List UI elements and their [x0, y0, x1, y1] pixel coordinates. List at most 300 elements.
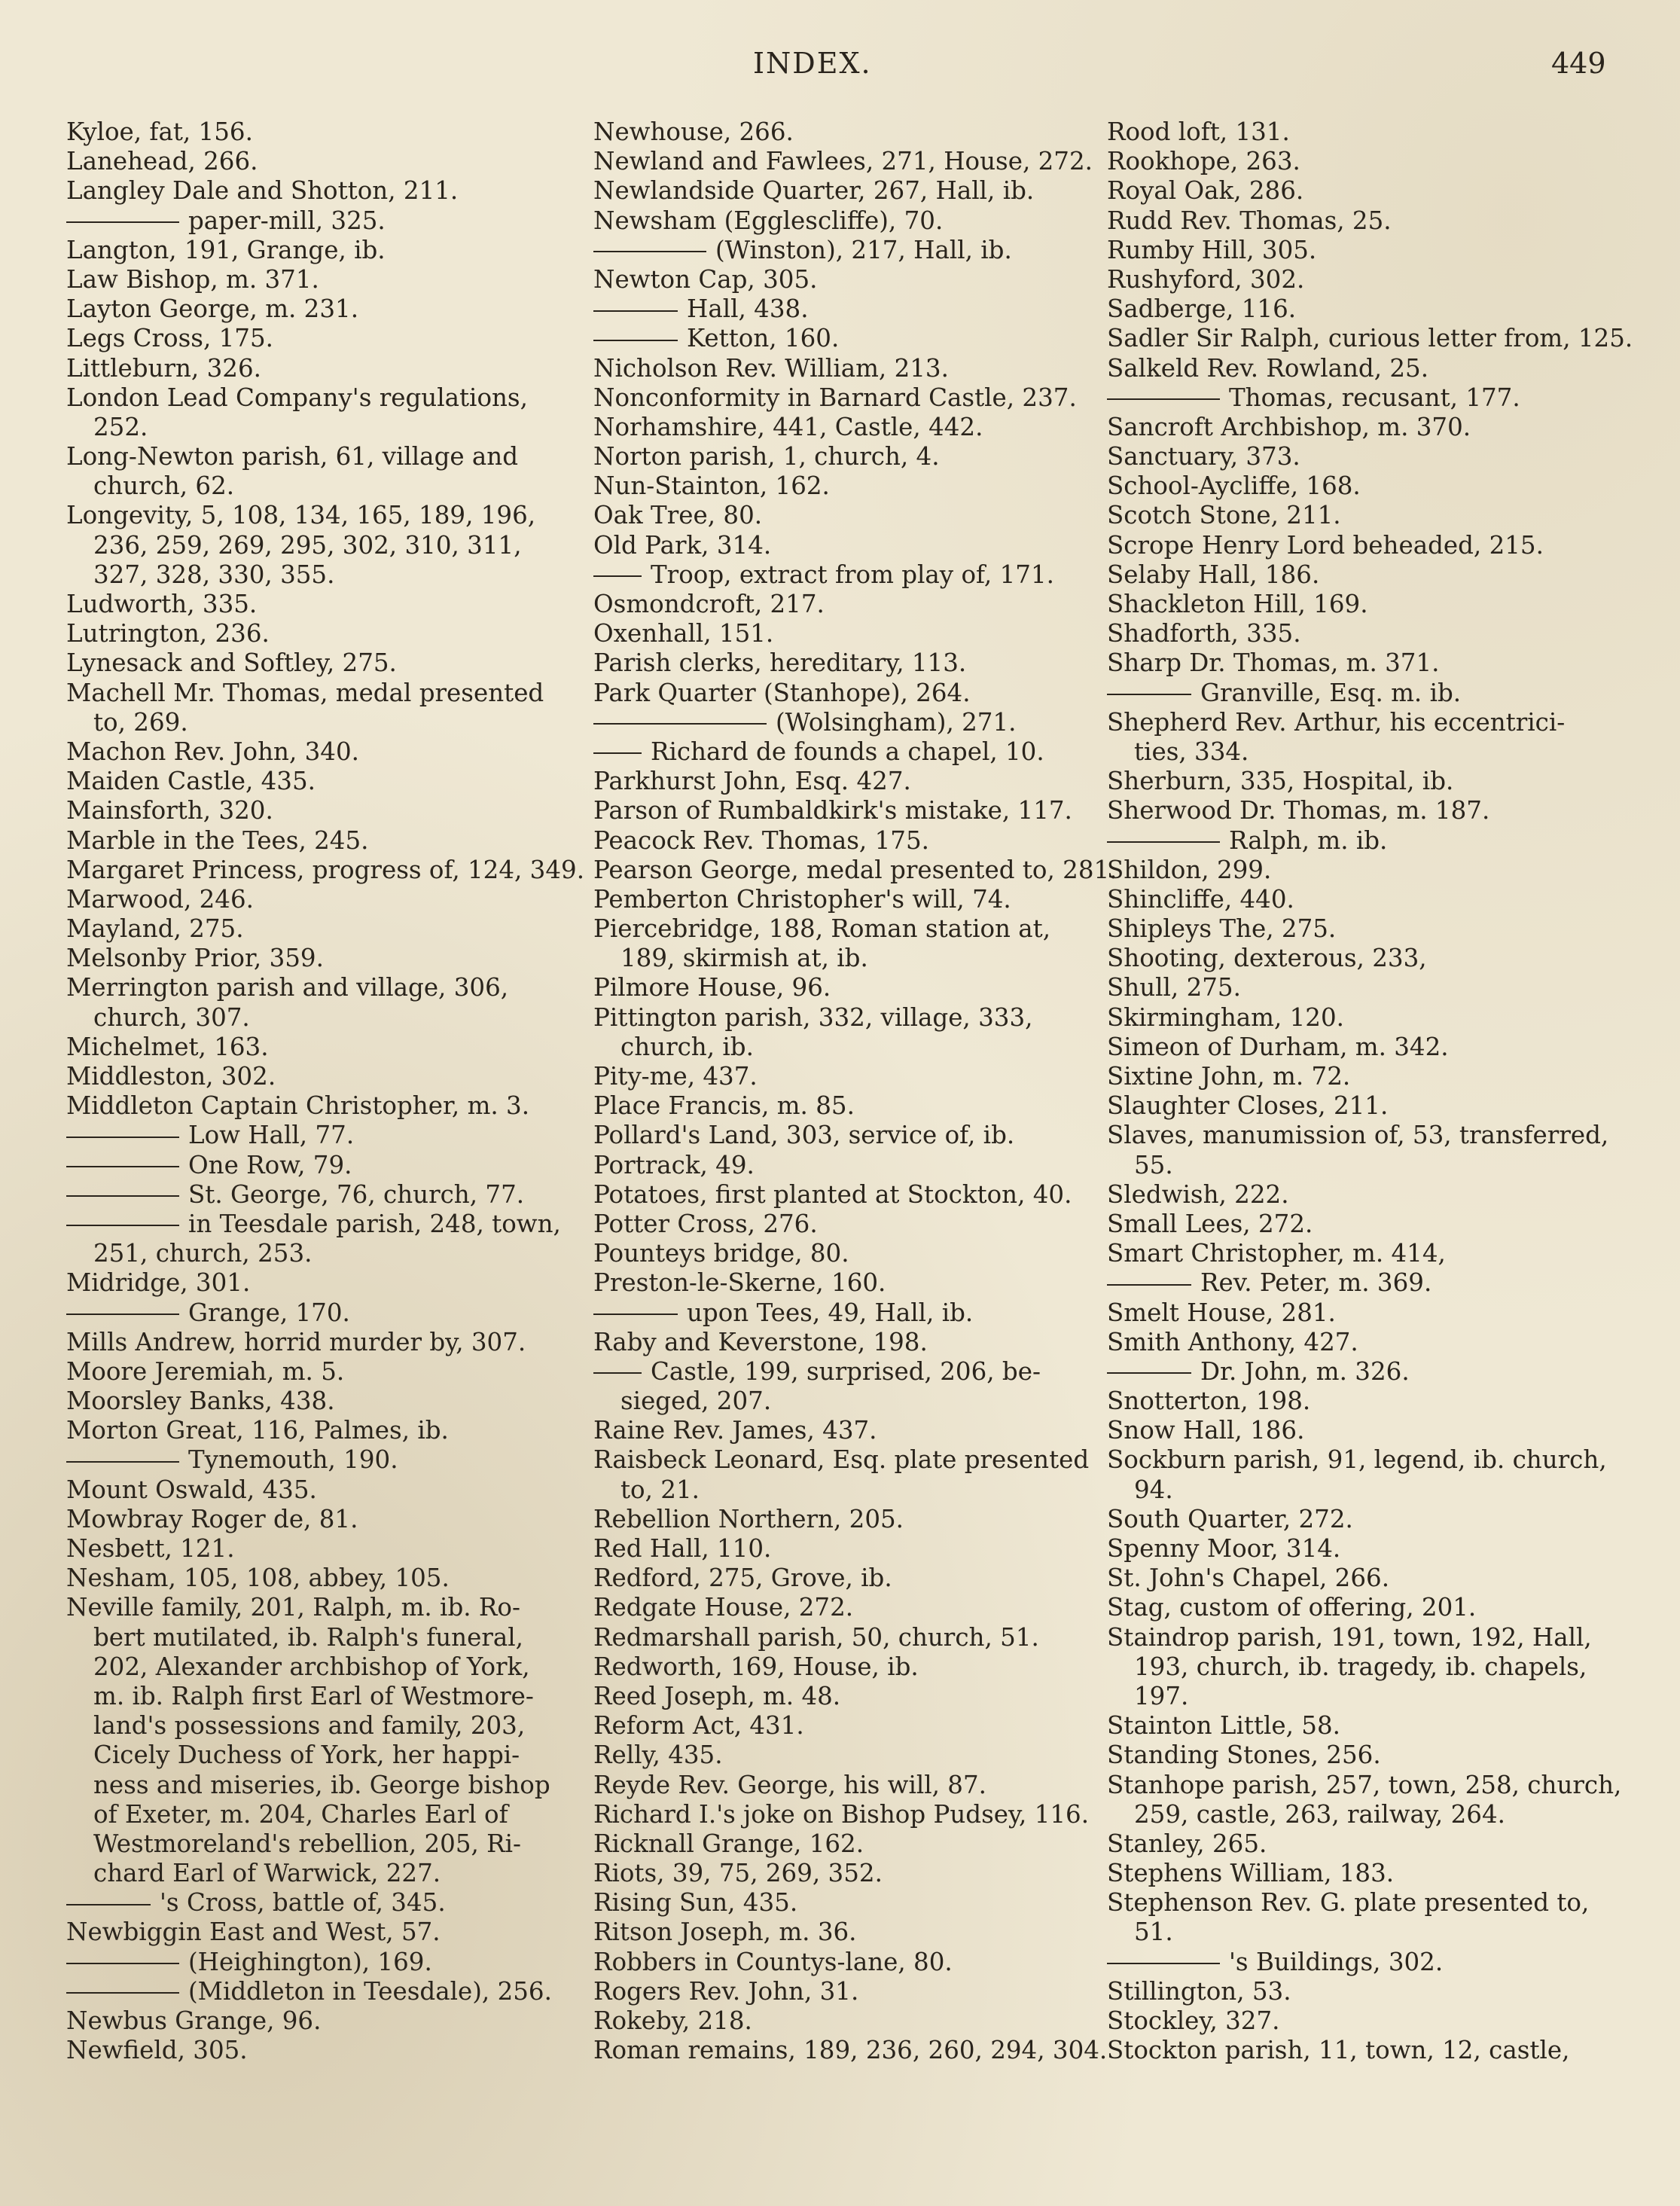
- index-entry-text: Stephens William, 183.: [1107, 1859, 1395, 1888]
- index-entry: [593, 1888, 1090, 1918]
- index-subentry: [593, 1357, 1090, 1387]
- index-entry-continuation: [66, 1859, 578, 1888]
- ditto-rule: [593, 251, 706, 252]
- index-entry-text: Newton Cap, 305.: [593, 264, 818, 294]
- index-entry: [593, 1505, 1090, 1534]
- index-entry-text: Parkhurst John, Esq. 427.: [593, 767, 911, 796]
- index-entry-text: Redgate House, 272.: [593, 1593, 854, 1622]
- index-entry-continuation: [1107, 1652, 1649, 1682]
- index-entry-text: 251, church, 253.: [93, 1239, 313, 1268]
- index-entry-text: 327, 328, 330, 355.: [93, 560, 335, 589]
- index-entry: [66, 885, 578, 914]
- index-entry: [66, 1505, 578, 1534]
- ditto-rule: [593, 310, 678, 312]
- index-entry-text: Rudd Rev. Thomas, 25.: [1107, 206, 1392, 235]
- index-subentry: [66, 1210, 578, 1239]
- index-subentry: [1107, 826, 1649, 856]
- index-entry: [593, 1121, 1090, 1150]
- index-entry-text: Morton Great, 116, Palmes, ib.: [66, 1416, 449, 1445]
- index-entry-text: Pemberton Christopher's will, 74.: [593, 884, 1011, 914]
- index-entry-text: Mainsforth, 320.: [66, 796, 273, 825]
- index-entry-text: Potter Cross, 276.: [593, 1209, 818, 1238]
- ditto-rule: [66, 1963, 179, 1964]
- index-entry: [593, 1003, 1090, 1033]
- index-subentry: [1107, 679, 1649, 708]
- index-entry: [593, 354, 1090, 383]
- ditto-rule: [66, 1314, 179, 1315]
- index-entry: [1107, 501, 1649, 530]
- index-entry-text: One Row, 79.: [188, 1150, 352, 1179]
- index-entry-text: Salkeld Rev. Rowland, 25.: [1107, 353, 1429, 383]
- index-entry-text: Machell Mr. Thomas, medal presented: [66, 678, 544, 707]
- index-entry-text: Newland and Fawlees, 271, House, 272.: [593, 147, 1093, 176]
- index-entry-text: Raine Rev. James, 437.: [593, 1416, 877, 1445]
- index-entry: [593, 796, 1090, 825]
- index-entry-text: 252.: [93, 412, 148, 441]
- index-entry-continuation: [66, 471, 578, 501]
- index-column-left: [66, 117, 585, 2065]
- index-entry-text: Rushyford, 302.: [1107, 264, 1305, 294]
- index-subentry: [1107, 1357, 1649, 1387]
- index-entry: [66, 1387, 578, 1416]
- index-entry-text: Redworth, 169, House, ib.: [593, 1652, 919, 1681]
- index-subentry: [593, 708, 1090, 737]
- index-entry-text: Littleburn, 326.: [66, 353, 261, 383]
- index-entry: [1107, 176, 1649, 206]
- index-subentry: [66, 1948, 578, 1977]
- index-entry-continuation: [66, 531, 578, 560]
- index-entry-text: Middleston, 302.: [66, 1062, 276, 1091]
- index-entry-text: Selaby Hall, 186.: [1107, 560, 1320, 589]
- index-entry: [593, 1534, 1090, 1564]
- index-entry: [66, 1475, 578, 1505]
- index-entry-text: Castle, 199, surprised, 206, be-: [651, 1356, 1041, 1386]
- index-entry-text: Scrope Henry Lord beheaded, 215.: [1107, 530, 1544, 560]
- index-entry-text: Stockley, 327.: [1107, 2006, 1280, 2035]
- index-entry: [1107, 1829, 1649, 1859]
- index-entry-text: Raisbeck Leonard, Esq. plate presented: [593, 1445, 1090, 1475]
- index-entry-text: Sadler Sir Ralph, curious letter from, 125.: [1107, 324, 1633, 353]
- index-entry: [66, 648, 578, 678]
- index-entry: [1107, 1593, 1649, 1622]
- index-entry-text: church, ib.: [620, 1032, 754, 1061]
- index-entry-continuation: [593, 944, 1090, 973]
- index-entry: [593, 265, 1090, 294]
- index-entry: [1107, 1534, 1649, 1564]
- index-entry-text: paper-mill, 325.: [188, 206, 386, 235]
- index-entry: [1107, 1003, 1649, 1033]
- index-entry-text: Merrington parish and village, 306,: [66, 973, 509, 1002]
- index-entry: [1107, 560, 1649, 590]
- index-entry-continuation: [66, 1741, 578, 1770]
- index-entry-text: Newsham (Egglescliffe), 70.: [593, 206, 944, 235]
- index-entry-text: Sanctuary, 373.: [1107, 442, 1300, 471]
- index-entry-text: Scotch Stone, 211.: [1107, 501, 1341, 530]
- index-entry-text: Pollard's Land, 303, service of, ib.: [593, 1121, 1015, 1150]
- index-entry: [593, 914, 1090, 944]
- index-entry: [66, 973, 578, 1002]
- index-entry: [593, 501, 1090, 530]
- index-entry-text: Margaret Princess, progress of, 124, 349.: [66, 855, 585, 884]
- ditto-rule: [1107, 1372, 1191, 1374]
- ditto-rule: [66, 1195, 179, 1197]
- index-entry-text: Simeon of Durham, m. 342.: [1107, 1032, 1449, 1061]
- index-entry-text: Shildon, 299.: [1107, 855, 1272, 884]
- index-entry-text: Raby and Keverstone, 198.: [593, 1327, 928, 1356]
- index-entry-text: Marble in the Tees, 245.: [66, 825, 369, 855]
- index-entry-text: Osmondcroft, 217.: [593, 590, 825, 618]
- index-entry: [66, 442, 578, 471]
- index-entry-text: Richard I.'s joke on Bishop Pudsey, 116.: [593, 1799, 1090, 1829]
- index-entry-text: Park Quarter (Stanhope), 264.: [593, 678, 971, 707]
- index-entry: [593, 1151, 1090, 1180]
- index-entry: [1107, 944, 1649, 973]
- index-subentry: [66, 1298, 578, 1328]
- index-entry: [1107, 973, 1649, 1002]
- index-entry-text: Grange, 170.: [188, 1298, 350, 1327]
- ditto-rule: [1107, 1284, 1191, 1286]
- index-entry-text: Norton parish, 1, church, 4.: [593, 442, 940, 471]
- index-entry: [66, 117, 578, 147]
- index-entry-continuation: [593, 1475, 1090, 1505]
- ditto-rule: [66, 221, 179, 223]
- index-entry-text: School-Aycliffe, 168.: [1107, 471, 1361, 501]
- index-entry-text: 's Cross, battle of, 345.: [160, 1888, 446, 1918]
- index-entry-continuation: [1107, 1151, 1649, 1180]
- index-entry-text: Long-Newton parish, 61, village and: [66, 442, 519, 471]
- index-entry-text: Nonconformity in Barnard Castle, 237.: [593, 383, 1077, 412]
- index-subentry: [593, 1298, 1090, 1328]
- ditto-rule: [66, 1461, 179, 1463]
- index-entry-text: Longevity, 5, 108, 134, 165, 189, 196,: [66, 501, 536, 530]
- index-entry: [593, 1210, 1090, 1239]
- index-entry-text: Pity-me, 437.: [593, 1062, 758, 1091]
- ditto-rule: [66, 1225, 179, 1226]
- index-entry-text: ties, 334.: [1134, 737, 1249, 766]
- index-entry-text: St. John's Chapel, 266.: [1107, 1564, 1390, 1593]
- index-entry-text: Old Park, 314.: [593, 530, 772, 560]
- index-entry-text: Mount Oswald, 435.: [66, 1475, 317, 1504]
- index-entry: [66, 2036, 578, 2065]
- index-entry-text: Robbers in Countys-lane, 80.: [593, 1947, 953, 1976]
- index-entry: [593, 767, 1090, 796]
- index-entry: [66, 236, 578, 265]
- index-entry: [593, 855, 1117, 885]
- index-entry: [593, 1948, 1090, 1977]
- index-entry-continuation: [1107, 1800, 1649, 1829]
- index-entry-text: Ketton, 160.: [687, 324, 840, 353]
- index-entry: [66, 1062, 578, 1091]
- page-title: INDEX.: [753, 47, 872, 80]
- index-entry: [593, 973, 1090, 1002]
- index-entry-text: Cicely Duchess of York, her happi-: [93, 1741, 520, 1770]
- index-entry-text: Rookhope, 263.: [1107, 147, 1300, 176]
- index-entry-text: Langton, 191, Grange, ib.: [66, 235, 386, 264]
- index-entry-text: Spenny Moor, 314.: [1107, 1534, 1341, 1563]
- index-entry: [1107, 1711, 1649, 1741]
- index-entry-text: Ralph, m. ib.: [1229, 825, 1388, 855]
- index-entry-text: Oak Tree, 80.: [593, 501, 763, 530]
- index-subentry: [66, 206, 578, 236]
- index-entry: [66, 354, 578, 383]
- index-entry-continuation: [593, 1387, 1090, 1416]
- index-entry: [66, 1918, 578, 1947]
- index-entry: [1107, 1564, 1649, 1593]
- index-entry: [593, 1829, 1090, 1859]
- index-entry: [593, 619, 1090, 648]
- index-entry: [1107, 708, 1649, 737]
- index-entry-text: Sherburn, 335, Hospital, ib.: [1107, 767, 1454, 796]
- index-entry-text: Troop, extract from play of, 171.: [651, 560, 1054, 589]
- index-entry-text: Neville family, 201, Ralph, m. ib. Ro-: [66, 1593, 520, 1622]
- page-header: [0, 47, 1680, 92]
- index-entry-continuation: [66, 560, 578, 590]
- index-entry: [66, 176, 578, 206]
- index-entry-text: 236, 259, 269, 295, 302, 310, 311,: [93, 530, 522, 560]
- index-entry-text: bert mutilated, ib. Ralph's funeral,: [93, 1622, 523, 1652]
- index-entry-text: Stanhope parish, 257, town, 258, church,: [1107, 1770, 1622, 1799]
- index-entry: [66, 1091, 578, 1121]
- index-entry: [1107, 147, 1649, 176]
- index-subentry: [1107, 1948, 1649, 1977]
- index-entry-text: Stanley, 265.: [1107, 1829, 1267, 1858]
- index-subentry: [66, 1151, 578, 1180]
- index-entry: [1107, 236, 1649, 265]
- index-entry-continuation: [1107, 1475, 1649, 1505]
- index-entry-text: Lanehead, 266.: [66, 147, 258, 176]
- index-entry-text: 259, castle, 263, railway, 264.: [1134, 1799, 1505, 1829]
- index-entry: [593, 471, 1090, 501]
- index-entry: [1107, 1328, 1649, 1357]
- index-entry-text: 189, skirmish at, ib.: [620, 944, 868, 973]
- index-entry-text: upon Tees, 49, Hall, ib.: [687, 1298, 974, 1327]
- index-entry-text: Middleton Captain Christopher, m. 3.: [66, 1091, 530, 1121]
- index-entry: [593, 1268, 1090, 1298]
- index-entry-text: Richard de founds a chapel, 10.: [651, 737, 1044, 766]
- index-entry-text: (Heighington), 169.: [188, 1947, 432, 1976]
- index-entry: [593, 1800, 1090, 1829]
- ditto-rule: [66, 1904, 151, 1905]
- index-entry-text: Maiden Castle, 435.: [66, 767, 316, 796]
- index-entry-continuation: [66, 708, 578, 737]
- index-entry: [66, 1564, 578, 1593]
- index-entry: [1107, 1859, 1649, 1888]
- index-entry: [593, 1062, 1090, 1091]
- index-subentry: [66, 1180, 578, 1210]
- index-entry-text: Parson of Rumbaldkirk's mistake, 117.: [593, 796, 1072, 825]
- index-entry-text: Slaves, manumission of, 53, transferred,: [1107, 1121, 1609, 1150]
- index-entry: [66, 1328, 578, 1357]
- index-entry: [1107, 206, 1649, 236]
- index-entry-text: Standing Stones, 256.: [1107, 1741, 1381, 1770]
- index-entry-text: Reform Act, 431.: [593, 1711, 804, 1741]
- index-entry: [1107, 1741, 1649, 1770]
- index-entry-text: Rogers Rev. John, 31.: [593, 1976, 859, 2006]
- index-entry-text: Shincliffe, 440.: [1107, 884, 1294, 914]
- index-entry-text: 94.: [1134, 1475, 1173, 1504]
- index-entry-text: Newbiggin East and West, 57.: [66, 1918, 441, 1947]
- index-entry-text: Smelt House, 281.: [1107, 1298, 1336, 1327]
- index-entry: [593, 2006, 1090, 2036]
- index-entry: [66, 2006, 578, 2036]
- index-entry-text: Rev. Peter, m. 369.: [1200, 1268, 1432, 1298]
- index-entry-text: church, 62.: [93, 471, 235, 501]
- index-entry: [593, 590, 1090, 619]
- index-entry-text: London Lead Company's regulations,: [66, 383, 528, 412]
- index-entry-text: Ritson Joseph, m. 36.: [593, 1918, 857, 1947]
- index-entry-text: (Wolsingham), 271.: [776, 707, 1017, 737]
- index-entry: [1107, 1445, 1649, 1475]
- index-entry-text: church, 307.: [93, 1002, 250, 1032]
- index-entry-text: Rebellion Northern, 205.: [593, 1504, 904, 1533]
- index-entry-text: chard Earl of Warwick, 227.: [93, 1859, 441, 1888]
- index-entry-text: Shadforth, 335.: [1107, 619, 1301, 648]
- index-entry-text: Thomas, recusant, 177.: [1229, 383, 1520, 412]
- index-entry: [593, 1091, 1090, 1121]
- index-entry-text: Hall, 438.: [687, 294, 809, 324]
- index-entry-text: Sockburn parish, 91, legend, ib. church,: [1107, 1445, 1607, 1475]
- index-entry: [593, 1859, 1090, 1888]
- index-entry-text: 202, Alexander archbishop of York,: [93, 1652, 530, 1681]
- index-entry-continuation: [66, 1003, 578, 1033]
- index-entry-text: Relly, 435.: [593, 1741, 723, 1770]
- page-number: 449: [1551, 47, 1606, 80]
- index-entry-continuation: [1107, 1918, 1649, 1947]
- index-entry-continuation: [1107, 1682, 1649, 1711]
- index-entry: [1107, 1298, 1649, 1328]
- index-subentry: [66, 1977, 578, 2006]
- index-entry: [593, 147, 1093, 176]
- index-entry: [1107, 1239, 1649, 1268]
- index-subentry: [593, 560, 1090, 590]
- ditto-rule: [593, 1314, 678, 1315]
- index-entry-text: Granville, Esq. m. ib.: [1200, 678, 1462, 707]
- index-entry-text: Stillington, 53.: [1107, 1976, 1291, 2006]
- index-entry: [1107, 1771, 1649, 1800]
- index-entry: [593, 1593, 1090, 1622]
- index-entry: [66, 1593, 578, 1622]
- index-entry-text: Pilmore House, 96.: [593, 973, 831, 1002]
- index-entry-text: South Quarter, 272.: [1107, 1504, 1353, 1533]
- index-entry: [66, 265, 578, 294]
- index-entry-text: Ludworth, 335.: [66, 590, 258, 618]
- index-entry: [593, 1623, 1090, 1652]
- index-entry-continuation: [66, 1239, 578, 1268]
- index-entry: [1107, 914, 1649, 944]
- index-entry-text: Stag, custom of offering, 201.: [1107, 1593, 1477, 1622]
- index-entry-text: Red Hall, 110.: [593, 1534, 772, 1563]
- index-entry-text: Sledwish, 222.: [1107, 1179, 1289, 1209]
- index-entry-text: Sherwood Dr. Thomas, m. 187.: [1107, 796, 1490, 825]
- index-entry-text: Shooting, dexterous, 233,: [1107, 944, 1427, 973]
- index-entry-text: Nicholson Rev. William, 213.: [593, 353, 949, 383]
- index-entry: [66, 619, 578, 648]
- index-entry-text: Marwood, 246.: [66, 884, 254, 914]
- index-entry-continuation: [66, 1771, 578, 1800]
- index-entry-text: (Middleton in Teesdale), 256.: [188, 1976, 552, 2006]
- index-entry-text: Roman remains, 189, 236, 260, 294, 304.: [593, 2036, 1108, 2065]
- index-entry: [593, 1445, 1090, 1475]
- index-entry-text: 's Buildings, 302.: [1229, 1947, 1444, 1976]
- index-entry: [66, 944, 578, 973]
- index-entry: [1107, 2006, 1649, 2036]
- index-entry-text: Smart Christopher, m. 414,: [1107, 1239, 1446, 1268]
- index-entry-text: Mowbray Roger de, 81.: [66, 1504, 358, 1533]
- ditto-rule: [1107, 841, 1220, 843]
- index-subentry: [593, 324, 1090, 353]
- index-entry-text: Piercebridge, 188, Roman station at,: [593, 914, 1051, 944]
- index-entry: [593, 1741, 1090, 1770]
- index-entry: [593, 1328, 1090, 1357]
- index-entry: [66, 679, 578, 708]
- ditto-rule: [593, 1372, 642, 1374]
- index-entry: [593, 383, 1090, 413]
- index-entry: [1107, 471, 1649, 501]
- index-entry-text: Redford, 275, Grove, ib.: [593, 1564, 892, 1593]
- index-entry: [1107, 1977, 1649, 2006]
- ditto-rule: [66, 1137, 179, 1138]
- index-entry-text: Melsonby Prior, 359.: [66, 944, 324, 973]
- index-entry: [1107, 590, 1649, 619]
- index-entry: [1107, 1387, 1649, 1416]
- index-entry: [593, 1180, 1090, 1210]
- index-entry-text: Preston-le-Skerne, 160.: [593, 1268, 886, 1298]
- index-entry: [66, 737, 578, 767]
- index-entry-text: Mills Andrew, horrid murder by, 307.: [66, 1327, 526, 1356]
- index-entry: [1107, 885, 1649, 914]
- index-entry: [66, 826, 578, 856]
- index-entry-text: Mayland, 275.: [66, 914, 244, 944]
- index-entry-continuation: [66, 1829, 578, 1859]
- index-entry: [1107, 767, 1649, 796]
- index-entry-text: Midridge, 301.: [66, 1268, 251, 1298]
- index-entry-text: Michelmet, 163.: [66, 1032, 269, 1061]
- index-entry-text: Sadberge, 116.: [1107, 294, 1297, 324]
- index-entry: [593, 1416, 1090, 1445]
- index-entry: [66, 324, 578, 353]
- index-entry-text: Moorsley Banks, 438.: [66, 1387, 335, 1416]
- index-entry-text: Westmoreland's rebellion, 205, Ri-: [93, 1829, 522, 1858]
- index-entry-continuation: [66, 1623, 578, 1652]
- index-entry-text: 193, church, ib. tragedy, ib. chapels,: [1134, 1652, 1587, 1681]
- index-entry-text: sieged, 207.: [620, 1387, 772, 1416]
- index-entry-text: Parish clerks, hereditary, 113.: [593, 648, 967, 678]
- index-entry-text: m. ib. Ralph first Earl of Westmore-: [93, 1681, 534, 1710]
- index-entry: [1107, 531, 1649, 560]
- index-entry-text: Lynesack and Softley, 275.: [66, 648, 397, 678]
- index-entry-text: Dr. John, m. 326.: [1200, 1356, 1410, 1386]
- index-entry-text: Oxenhall, 151.: [593, 619, 774, 648]
- index-entry-text: Stockton parish, 11, town, 12, castle,: [1107, 2036, 1570, 2065]
- index-entry-text: Sharp Dr. Thomas, m. 371.: [1107, 648, 1440, 678]
- ditto-rule: [66, 1166, 179, 1167]
- index-entry: [1107, 648, 1649, 678]
- index-entry-text: Reed Joseph, m. 48.: [593, 1681, 841, 1710]
- index-entry-text: 197.: [1134, 1681, 1189, 1710]
- index-entry-text: Rumby Hill, 305.: [1107, 235, 1317, 264]
- index-entry-text: Moore Jeremiah, m. 5.: [66, 1356, 345, 1386]
- index-entry-continuation: [66, 413, 578, 442]
- index-subentry: [593, 236, 1090, 265]
- index-entry: [66, 383, 578, 413]
- index-entry: [66, 294, 578, 324]
- index-entry-text: Smith Anthony, 427.: [1107, 1327, 1358, 1356]
- index-entry-text: Royal Oak, 286.: [1107, 176, 1304, 206]
- index-entry-text: Nesbett, 121.: [66, 1534, 235, 1563]
- index-entry: [1107, 1888, 1649, 1918]
- index-column-right: [1107, 117, 1649, 2065]
- index-entry: [1107, 354, 1649, 383]
